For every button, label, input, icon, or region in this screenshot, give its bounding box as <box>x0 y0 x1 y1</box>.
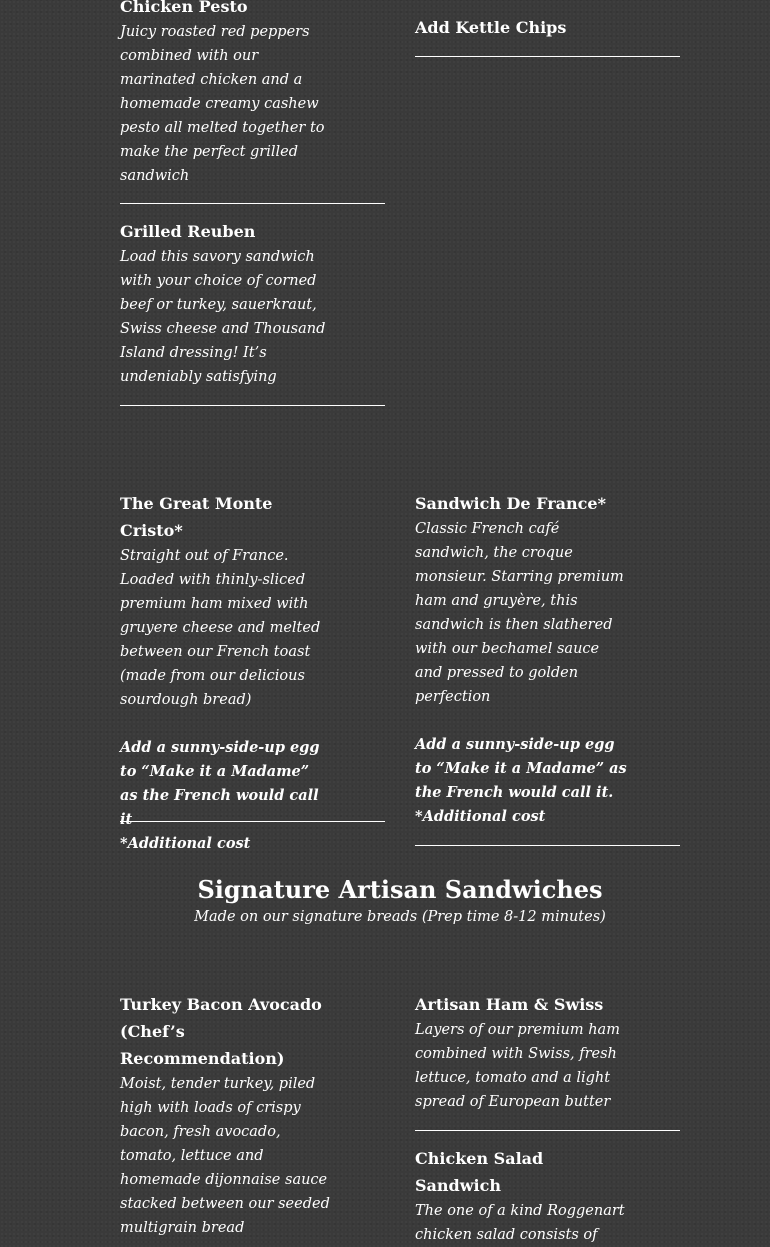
menu-item-monte-cristo <box>120 490 330 856</box>
divider <box>120 203 385 204</box>
divider <box>415 1130 680 1131</box>
item-title: Grilled Reuben <box>120 222 256 241</box>
item-description: Classic French café sandwich, the croque monsieur. Starring premium ham and gruyère, this sandwich is then slathered with our bechamel sauce and pressed to golden perfection <box>415 521 624 705</box>
menu-item-grilled-reuben <box>120 218 330 389</box>
item-title: Sandwich De France* <box>415 494 606 513</box>
section-subtitle: Made on our signature breads (Prep time 8-12 minutes) <box>194 909 606 925</box>
divider <box>120 821 385 822</box>
item-description: The one of a kind Roggenart chicken salad consists of <box>415 1203 625 1243</box>
item-note-cost: *Additional cost <box>415 808 546 825</box>
item-title: Artisan Ham & Swiss <box>415 995 604 1014</box>
item-note-cost: *Additional cost <box>120 835 251 852</box>
menu-item-chicken-pesto <box>120 0 330 188</box>
item-title: Turkey Bacon Avocado (Chef’s Recommendation) <box>120 995 322 1068</box>
item-title: Chicken Salad Sandwich <box>415 1149 544 1195</box>
menu-item-artisan-ham-swiss <box>415 991 630 1114</box>
item-title: Add Kettle Chips <box>415 18 567 37</box>
item-description: Layers of our premium ham combined with Swiss, fresh lettuce, tomato and a light spread of European butter <box>415 1022 620 1110</box>
item-note: Add a sunny-side-up egg to “Make it a Madame” as the French would call it <box>120 739 320 828</box>
menu-item-kettle-chips <box>415 14 680 41</box>
menu-item-sandwich-de-france <box>415 490 630 829</box>
item-description: Juicy roasted red peppers combined with our marinated chicken and a homemade creamy cashew pesto all melted together to make the perfect grilled sandwich <box>120 24 325 184</box>
item-title: The Great Monte Cristo* <box>120 494 273 540</box>
item-description: Straight out of France. Loaded with thinly-sliced premium ham mixed with gruyere cheese and melted between our French toast (made from our delicious sourdough bread) <box>120 548 321 708</box>
item-description: Load this savory sandwich with your choice of corned beef or turkey, sauerkraut, Swiss cheese and Thousand Island dressing! It’s undeniably satisfying <box>120 249 326 385</box>
item-description: Moist, tender turkey, piled high with loads of crispy bacon, fresh avocado, tomato, lettuce and homemade dijonnaise sauce stacked between our seeded multigrain bread <box>120 1076 330 1236</box>
item-note: Add a sunny-side-up egg to “Make it a Madame” as the French would call it. <box>415 736 627 801</box>
menu-item-chicken-salad <box>415 1145 630 1247</box>
section-title: Signature Artisan Sandwiches <box>197 875 603 904</box>
divider <box>415 56 680 57</box>
divider <box>120 405 385 406</box>
divider <box>415 845 680 846</box>
item-title: Chicken Pesto <box>120 0 248 16</box>
menu-item-turkey-bacon-avocado <box>120 991 335 1240</box>
section-header <box>100 874 700 928</box>
